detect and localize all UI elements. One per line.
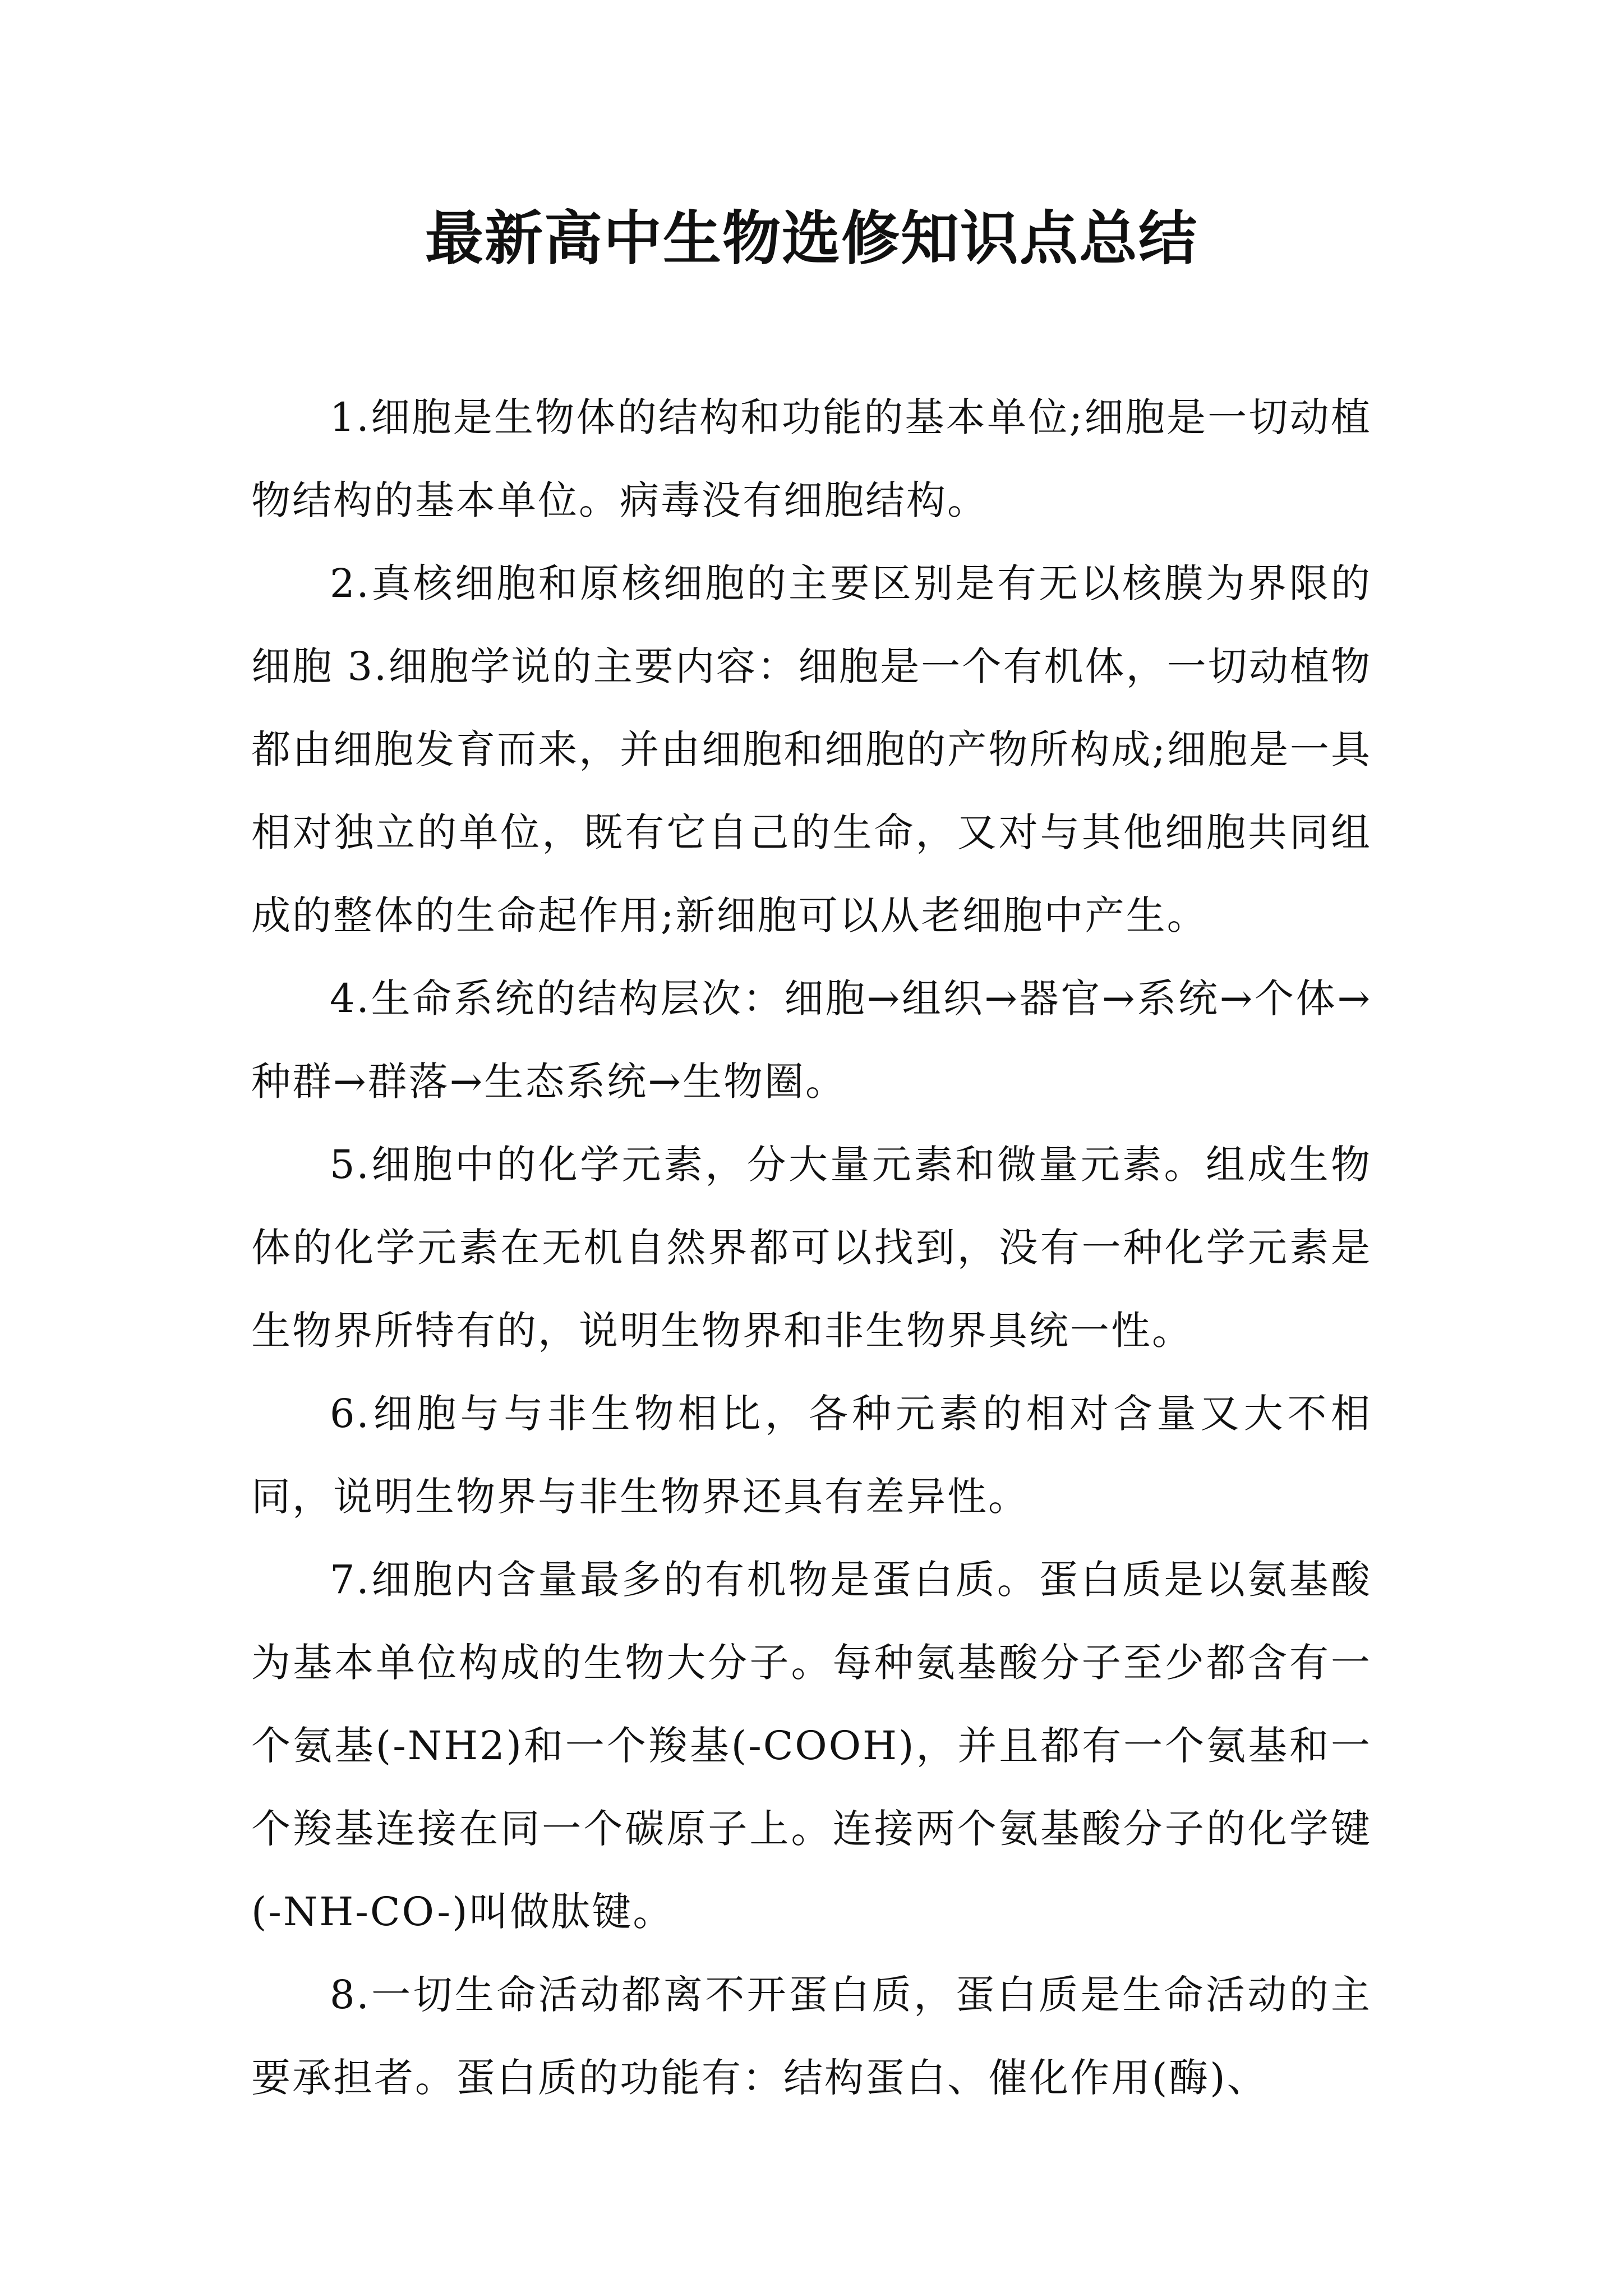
paragraph-5: 6.细胞与与非生物相比，各种元素的相对含量又大不相同，说明生物界与非生物界还具有差异性。	[251, 1391, 1372, 1520]
document-body	[251, 376, 1372, 2119]
paragraph-1: 1.细胞是生物体的结构和功能的基本单位;细胞是一切动植物结构的基本单位。病毒没有细胞结构。	[251, 394, 1372, 523]
paragraph-4: 5.细胞中的化学元素，分大量元素和微量元素。组成生物体的化学元素在无机自然界都可以找到，没有一种化学元素是生物界所特有的，说明生物界和非生物界具统一性。	[251, 1142, 1372, 1354]
document-title: 最新高中生物选修知识点总结	[425, 204, 1198, 273]
paragraph-7: 8.一切生命活动都离不开蛋白质，蛋白质是生命活动的主要承担者。蛋白质的功能有：结构蛋白、催化作用(酶)、	[251, 1972, 1372, 2101]
paragraph-6: 7.细胞内含量最多的有机物是蛋白质。蛋白质是以氨基酸为基本单位构成的生物大分子。每种氨基酸分子至少都含有一个氨基(-NH2)和一个羧基(-COOH)，并且都有一个氨基和一个羧基连接在同一个碳原子上。连接两个氨基酸分子的化学键(-NH-CO-)叫做肽键。	[251, 1557, 1372, 1935]
paragraph-3: 4.生命系统的结构层次：细胞→组织→器官→系统→个体→种群→群落→生态系统→生物圈。	[251, 976, 1372, 1105]
paragraph-2: 2.真核细胞和原核细胞的主要区别是有无以核膜为界限的细胞 3.细胞学说的主要内容：细胞是一个有机体，一切动植物都由细胞发育而来，并由细胞和细胞的产物所构成;细胞是一具相对独立的单位，既有它自己的生命，又对与其他细胞共同组成的整体的生命起作用;新细胞可以从老细胞中产生。	[251, 560, 1372, 938]
